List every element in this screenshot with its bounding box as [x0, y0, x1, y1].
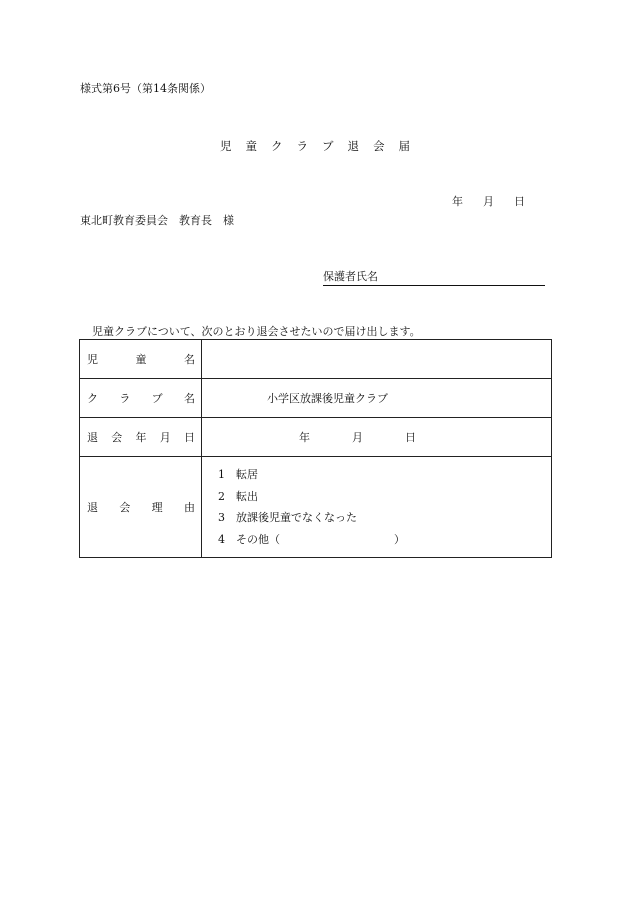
label-char: ブ: [151, 392, 163, 405]
other-reason-blank[interactable]: [280, 529, 394, 551]
guardian-name-field: [323, 268, 545, 286]
table-row-club-name: [80, 379, 552, 418]
label-char: 年: [135, 431, 147, 444]
reason-option-2[interactable]: [218, 486, 551, 508]
label-char: 理: [151, 501, 163, 514]
withdraw-day-label: 日: [405, 431, 416, 444]
reason-number: 3: [218, 511, 225, 524]
label-char: 日: [184, 431, 195, 444]
reason-option-1[interactable]: [218, 464, 551, 486]
club-name-text: 小学区放課後児童クラブ: [267, 392, 388, 405]
club-name-value[interactable]: [202, 379, 552, 418]
form-number: 様式第6号（第14条関係）: [80, 82, 211, 95]
reason-number: 2: [218, 489, 225, 503]
reason-text: 転居: [236, 468, 258, 481]
label-char: 月: [159, 431, 171, 444]
table-row-withdraw-date: [80, 418, 552, 457]
page-title: 児童クラブ退会届: [220, 139, 424, 153]
reason-close-paren: ）: [394, 532, 405, 546]
reason-option-3[interactable]: [218, 507, 551, 529]
withdraw-month-label: 月: [352, 431, 363, 444]
reason-label: [80, 457, 202, 558]
reason-text: 転出: [236, 489, 258, 503]
reason-text: 放課後児童でなくなった: [236, 511, 357, 524]
reason-options[interactable]: [202, 457, 552, 558]
reason-number: 4: [218, 532, 225, 546]
child-name-label: [80, 340, 202, 379]
label-char: 名: [184, 353, 195, 366]
guardian-name-label: 保護者氏名: [323, 270, 378, 283]
label-char: 退: [87, 431, 98, 444]
submission-date: [452, 193, 525, 209]
date-month-label: 月: [483, 195, 494, 208]
withdrawal-form-table: [79, 339, 552, 558]
table-row-reason: [80, 457, 552, 558]
label-char: 会: [119, 501, 131, 514]
label-char: 退: [87, 501, 98, 514]
date-day-label: 日: [514, 195, 525, 208]
reason-option-4[interactable]: [218, 529, 551, 551]
intro-text: 児童クラブについて、次のとおり退会させたいので届け出します。: [92, 325, 421, 338]
label-char: ク: [87, 392, 98, 405]
child-name-value[interactable]: [202, 340, 552, 379]
label-char: 由: [183, 501, 195, 514]
withdraw-date-label: [80, 418, 202, 457]
withdraw-year-label: 年: [299, 431, 310, 444]
reason-list: [218, 464, 551, 550]
club-name-label: [80, 379, 202, 418]
reason-text: その他（: [236, 532, 280, 546]
addressee: 東北町教育委員会 教育長 様: [80, 214, 234, 227]
label-char: 名: [183, 392, 195, 405]
label-char: 児: [87, 353, 98, 366]
label-char: 会: [111, 431, 123, 444]
label-char: ラ: [119, 392, 131, 405]
date-year-label: 年: [452, 195, 463, 208]
withdraw-date-value[interactable]: [202, 418, 552, 457]
table-row-child-name: [80, 340, 552, 379]
reason-number: 1: [218, 468, 225, 481]
label-char: 童: [135, 353, 147, 366]
